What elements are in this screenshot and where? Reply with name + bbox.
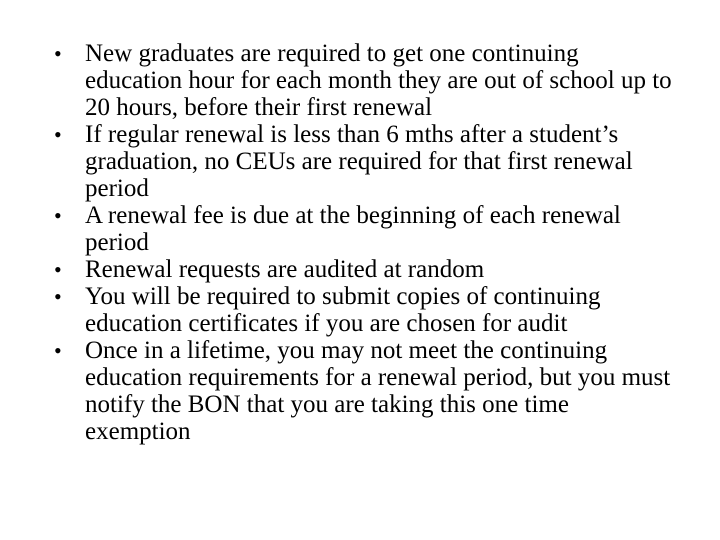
list-item	[54, 121, 674, 202]
list-item	[54, 337, 674, 445]
bullet-marker: •	[54, 41, 62, 66]
bullet-marker: •	[54, 257, 62, 282]
bullet-list	[54, 40, 674, 445]
bullet-marker: •	[54, 122, 62, 147]
bullet-text: Once in a lifetime, you may not meet the continuing education requirements for a renewal period, but you must notify the BON that you are taking this one time exemption	[85, 337, 671, 445]
bullet-text: Renewal requests are audited at random	[85, 256, 485, 283]
bullet-marker: •	[54, 338, 62, 363]
bullet-text: New graduates are required to get one continuing education hour for each month they are out of school up to 20 hours, before their first renewal	[85, 40, 672, 121]
bullet-marker: •	[54, 284, 62, 309]
bullet-text: A renewal fee is due at the beginning of each renewal period	[85, 202, 621, 256]
bullet-text: You will be required to submit copies of continuing education certificates if you are chosen for audit	[85, 283, 601, 337]
bullet-marker: •	[54, 203, 62, 228]
list-item	[54, 283, 674, 337]
bullet-text: If regular renewal is less than 6 mths after a student’s graduation, no CEUs are required for that first renewal period	[85, 121, 633, 202]
list-item	[54, 40, 674, 121]
list-item	[54, 256, 674, 283]
list-item	[54, 202, 674, 256]
